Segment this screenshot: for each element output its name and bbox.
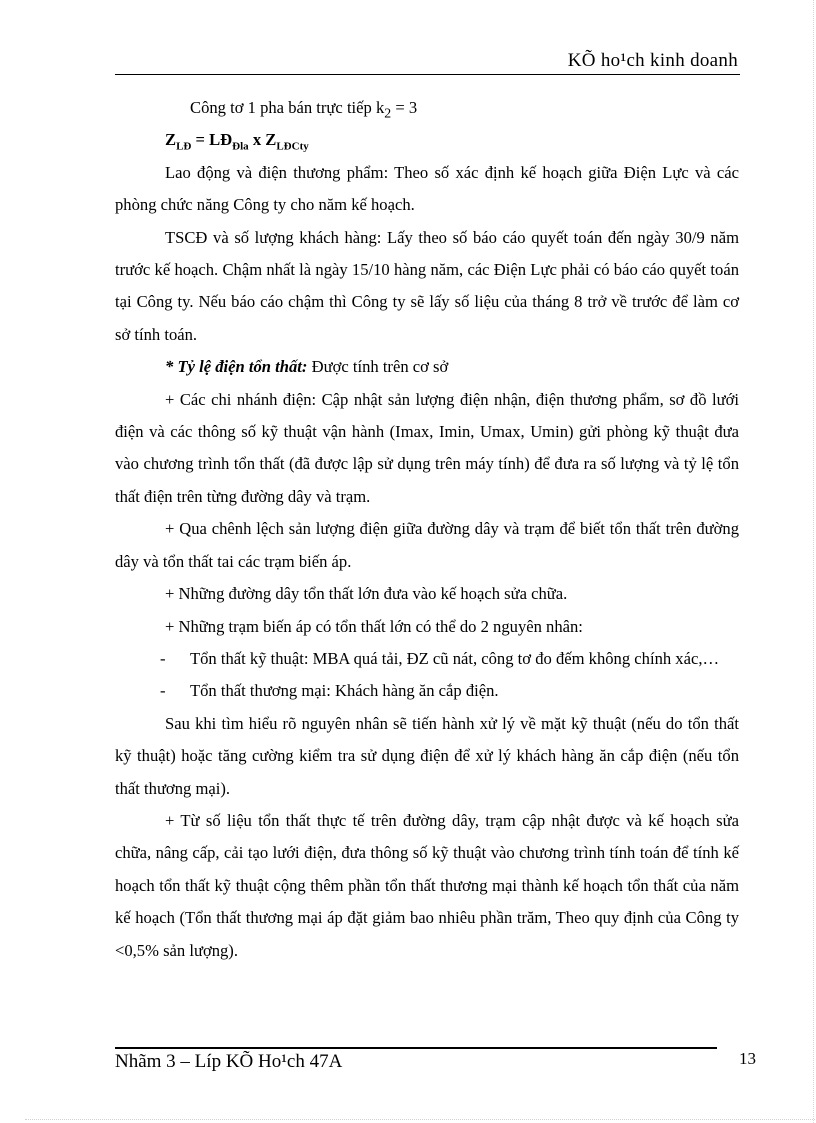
paragraph-difference: + Qua chênh lệch sản lượng điện giữa đường dây và trạm để biết tổn thất trên đường dây và tổn thất tai các trạm biến áp. — [115, 519, 739, 571]
paragraph-lines-repair: + Những đường dây tổn thất lớn đưa vào kế hoạch sửa chữa. — [165, 584, 568, 604]
formula-labor: $Z_{LĐ}$ = $LĐ_{Đla}$ x $Z_{LĐCty}$ — [165, 130, 309, 153]
loss-rate-heading: * Tỷ lệ điện tổn thất: — [165, 357, 308, 377]
list-item-technical-loss: - Tổn thất kỹ thuật: MBA quá tải, ĐZ cũ nát, công tơ đo đếm không chính xác,… — [115, 643, 739, 675]
page-right-dotted-border — [813, 0, 814, 1123]
paragraph-stations-causes: + Những trạm biến áp có tổn thất lớn có thể do 2 nguyên nhân: — [165, 616, 583, 636]
page-number: 13 — [739, 1049, 756, 1068]
document-body — [115, 92, 739, 967]
page-header-title: KÕ ho¹ch kinh doanh — [567, 50, 738, 71]
page-bottom-dotted-border — [25, 1119, 815, 1120]
paragraph-plan-computation: + Từ số liệu tổn thất thực tế trên đường dây, trạm cập nhật được và kế hoạch sửa chữa, nâng cấp, cải tạo lưới điện, đưa thông số kỹ thuật vào chương trình tính toán để tính kế hoạch tổn thất kỹ thuật cộng thêm phần tổn thất thương mại thành kế hoạch tổn thất của năm kế hoạch (Tổn thất thương mại áp đặt giảm bao nhiêu phần trăm, Theo quy định của Công ty <0,5% sản lượng). — [115, 810, 739, 960]
footer-divider — [115, 1047, 717, 1049]
paragraph-branches: + Các chi nhánh điện: Cập nhật sản lượng điện nhận, điện thương phẩm, sơ đồ lưới điện và các thông số kỹ thuật vận hành (Imax, Imin, Umax, Umin) gửi phòng kỹ thuật đưa vào chương trình tổn thất (đã được lập sử dụng trên máy tính) để đưa ra số lượng và tỷ lệ tổn thất điện trên từng đường dây và trạm. — [115, 389, 739, 506]
footer-group-label: Nhãm 3 – Líp KÕ Ho¹ch 47A — [115, 1051, 343, 1072]
list-item-commercial-loss: - Tổn thất thương mại: Khách hàng ăn cắp điện. — [115, 675, 739, 707]
paragraph-fixed-assets: TSCĐ và số lượng khách hàng: Lấy theo số báo cáo quyết toán đến ngày 30/9 năm trước kế hoạch. Chậm nhất là ngày 15/10 hàng năm, các Điện Lực phải có báo cáo quyết toán tại Công ty. Nếu báo cáo chậm thì Công ty sẽ lấy số liệu của tháng 8 trở về trước để làm cơ sở tính toán. — [115, 227, 739, 344]
paragraph-meter-coefficient: Công tơ 1 pha bán trực tiếp $k_2 = 3$ — [190, 98, 418, 121]
dash-bullet: - — [160, 648, 166, 668]
dash-bullet: - — [160, 681, 166, 701]
paragraph-labor: Lao động và điện thương phẩm: Theo số xác định kế hoạch giữa Điện Lực và các phòng chức năng Công ty cho năm kế hoạch. — [115, 162, 739, 215]
paragraph-loss-rate: * Tỷ lệ điện tổn thất: Được tính trên cơ sở — [165, 357, 449, 377]
paragraph-after-analysis: Sau khi tìm hiểu rõ nguyên nhân sẽ tiến hành xử lý về mặt kỹ thuật (nếu do tổn thất kỹ thuật) hoặc tăng cường kiểm tra sử dụng điện để xử lý khách hàng ăn cắp điện (nếu tổn thất thương mại). — [115, 713, 739, 798]
header-divider — [115, 74, 740, 75]
